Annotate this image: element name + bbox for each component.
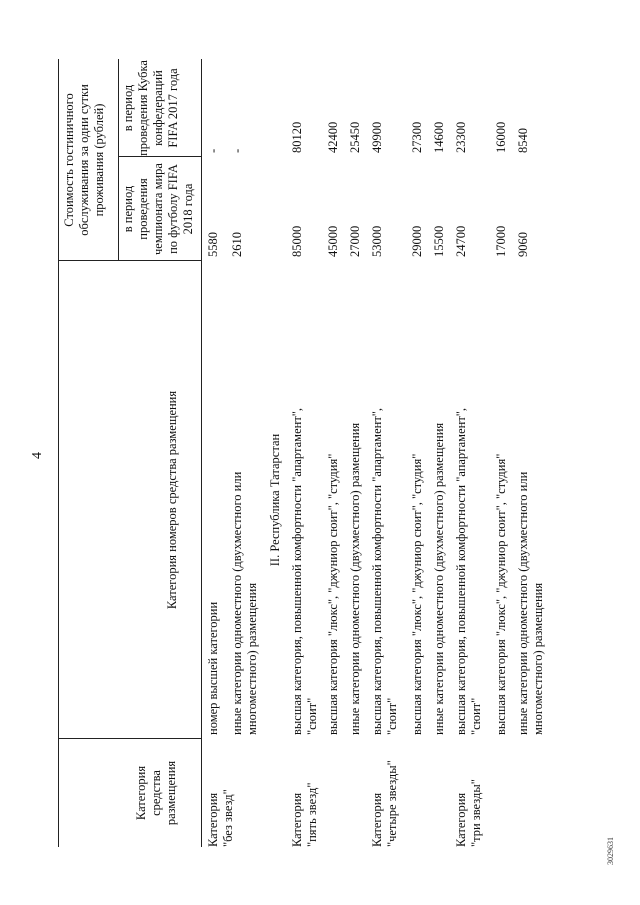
header-rooms: Категория номеров средства размещения (165, 390, 179, 610)
row-6-cc-price: 27300 (410, 121, 424, 153)
header-bottom-line (201, 59, 202, 847)
row-0-cc-price: - (206, 148, 220, 153)
row-5-room: высшая категория, повышенной комфортности "апартамент", "сюит" (370, 407, 399, 735)
page-number: 4 (30, 452, 45, 459)
row-0-category: Категория "без звезд" (206, 789, 235, 847)
row-3-wc-price: 45000 (326, 225, 340, 257)
header-category: Категория средства размещения (134, 760, 178, 826)
row-8-room: высшая категория, повышенной комфортности "апартамент", "сюит" (454, 407, 483, 735)
row-9-wc-price: 17000 (494, 225, 508, 257)
row-0-wc-price: 5580 (206, 232, 220, 257)
row-7-room: иные категории одноместного (двухместного) размещения (432, 422, 446, 735)
row-3-room: высшая категория "люкс", "джуниор сюит", "студия" (326, 453, 340, 735)
row-1-wc-price: 2610 (230, 232, 244, 257)
row-10-room: иные категории одноместного (двухместного или многоместного) размещения (516, 471, 545, 735)
row-1-room: иные категории одноместного (двухместного или многоместного) размещения (230, 471, 259, 735)
row-9-cc-price: 16000 (494, 121, 508, 153)
row-6-wc-price: 29000 (410, 225, 424, 257)
row-0-room: номер высшей категории (206, 601, 220, 735)
row-5-category: Категория "четыре звезды" (370, 760, 399, 847)
row-8-wc-price: 24700 (454, 225, 468, 257)
row-2-cc-price: 80120 (290, 121, 304, 153)
row-2-category: Категория "пять звезд" (290, 782, 319, 847)
row-9-room: высшая категория "люкс", "джуниор сюит", "студия" (494, 453, 508, 735)
row-1-cc-price: - (230, 148, 244, 153)
row-4-room: иные категории одноместного (двухместного) размещения (348, 422, 362, 735)
row-3-cc-price: 42400 (326, 121, 340, 153)
row-4-cc-price: 25450 (348, 121, 362, 153)
row-5-wc-price: 53000 (370, 225, 384, 257)
header-period-world-cup: в период проведения чемпионата мира по футболу FIFA 2018 года (121, 163, 195, 255)
row-8-cc-price: 23300 (454, 121, 468, 153)
document-id: 3029631 (606, 837, 615, 865)
row-8-category: Категория "три звезды" (454, 779, 483, 847)
row-10-cc-price: 8540 (516, 128, 530, 153)
section-title: II. Республика Татарстан (268, 433, 282, 567)
row-6-room: высшая категория "люкс", "джуниор сюит", "студия" (410, 453, 424, 735)
row-7-cc-price: 14600 (432, 121, 446, 153)
table-top-border (58, 59, 59, 847)
header-period-confed-cup: в период проведения Кубка конфедераций FIFA 2017 года (121, 60, 180, 156)
cost-subheader-line (118, 59, 119, 261)
row-10-wc-price: 9060 (516, 232, 530, 257)
row-7-wc-price: 15500 (432, 225, 446, 257)
header-cost: Стоимость гостиничного обслуживания за одни сутки проживания (рублей) (62, 84, 106, 236)
row-5-cc-price: 49900 (370, 121, 384, 153)
row-4-wc-price: 27000 (348, 225, 362, 257)
row-2-room: высшая категория, повышенной комфортности "апартамент", "сюит" (290, 407, 319, 735)
row-2-wc-price: 85000 (290, 225, 304, 257)
